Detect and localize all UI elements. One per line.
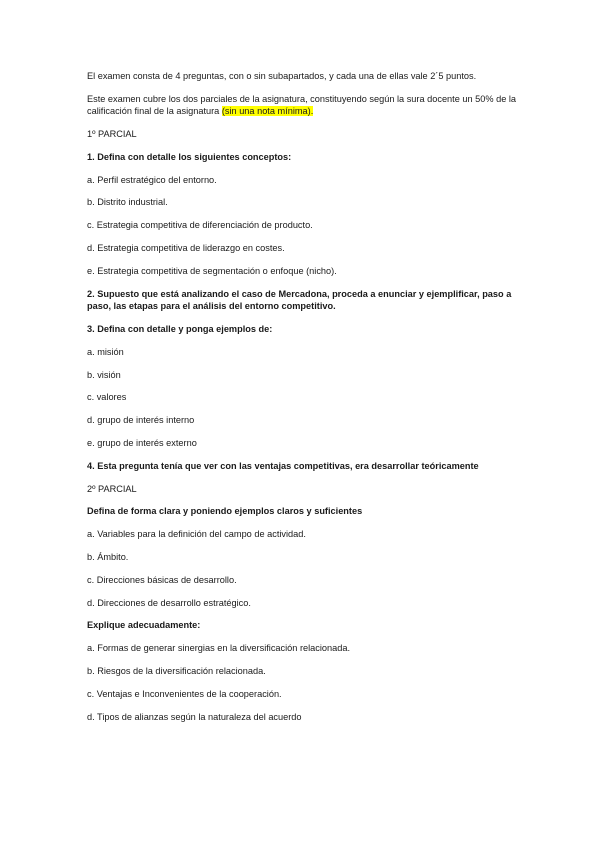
parcial-1-heading: 1º PARCIAL <box>87 129 137 140</box>
section-1-title: Defina de forma clara y poniendo ejemplos claros y suficientes <box>87 506 363 517</box>
intro-paragraph <box>87 93 527 118</box>
parcial-2-heading: 2º PARCIAL <box>87 483 137 494</box>
question-1-item: e. Estrategia competitiva de segmentación o enfoque (nicho). <box>87 265 337 276</box>
question-1-item: b. Distrito industrial. <box>87 197 168 208</box>
section-1-item: a. Variables para la definición del campo de actividad. <box>87 529 306 540</box>
question-3-item: d. grupo de interés interno <box>87 415 195 426</box>
question-1-item: d. Estrategia competitiva de liderazgo en costes. <box>87 243 285 254</box>
question-3-item: c. valores <box>87 392 127 403</box>
question-1-title: 1. Defina con detalle los siguientes conceptos: <box>87 151 292 162</box>
section-2-item: c. Ventajas e Inconvenientes de la cooperación. <box>87 688 282 699</box>
intro-line: El examen consta de 4 preguntas, con o sin subapartados, y cada una de ellas vale 2´5 puntos. <box>87 71 477 81</box>
section-2-title: Explique adecuadamente: <box>87 620 201 631</box>
section-2-item: d. Tipos de alianzas según la naturaleza del acuerdo <box>87 711 302 722</box>
question-3-item: e. grupo de interés externo <box>87 437 197 448</box>
intro-paragraph-text: Este examen cubre los dos parciales de la asignatura, constituyendo según la sura docente un 50% de la calificación final de la asignatura <box>87 93 517 117</box>
document-body <box>87 70 527 733</box>
section-1-item: b. Ámbito. <box>87 551 129 562</box>
question-3-item: a. misión <box>87 346 124 357</box>
question-1-item: a. Perfil estratégico del entorno. <box>87 174 217 185</box>
section-2-item: a. Formas de generar sinergias en la diversificación relacionada. <box>87 643 351 654</box>
question-4-title: 4. Esta pregunta tenía que ver con las ventajas competitivas, era desarrollar teóricamente <box>87 460 479 471</box>
question-3-item: b. visión <box>87 369 121 380</box>
question-1-item: c. Estrategia competitiva de diferenciación de producto. <box>87 220 313 231</box>
section-1-item: d. Direcciones de desarrollo estratégico. <box>87 597 251 608</box>
question-2-title: 2. Supuesto que está analizando el caso de Mercadona, proceda a enunciar y ejemplificar, paso a paso, las etapas para el análisis del entorno competitivo. <box>87 288 512 312</box>
highlighted-note: (sin una nota mínima). <box>221 106 314 117</box>
question-3-title: 3. Defina con detalle y ponga ejemplos de: <box>87 323 273 334</box>
section-2-item: b. Riesgos de la diversificación relacionada. <box>87 665 266 676</box>
section-1-item: c. Direcciones básicas de desarrollo. <box>87 574 237 585</box>
